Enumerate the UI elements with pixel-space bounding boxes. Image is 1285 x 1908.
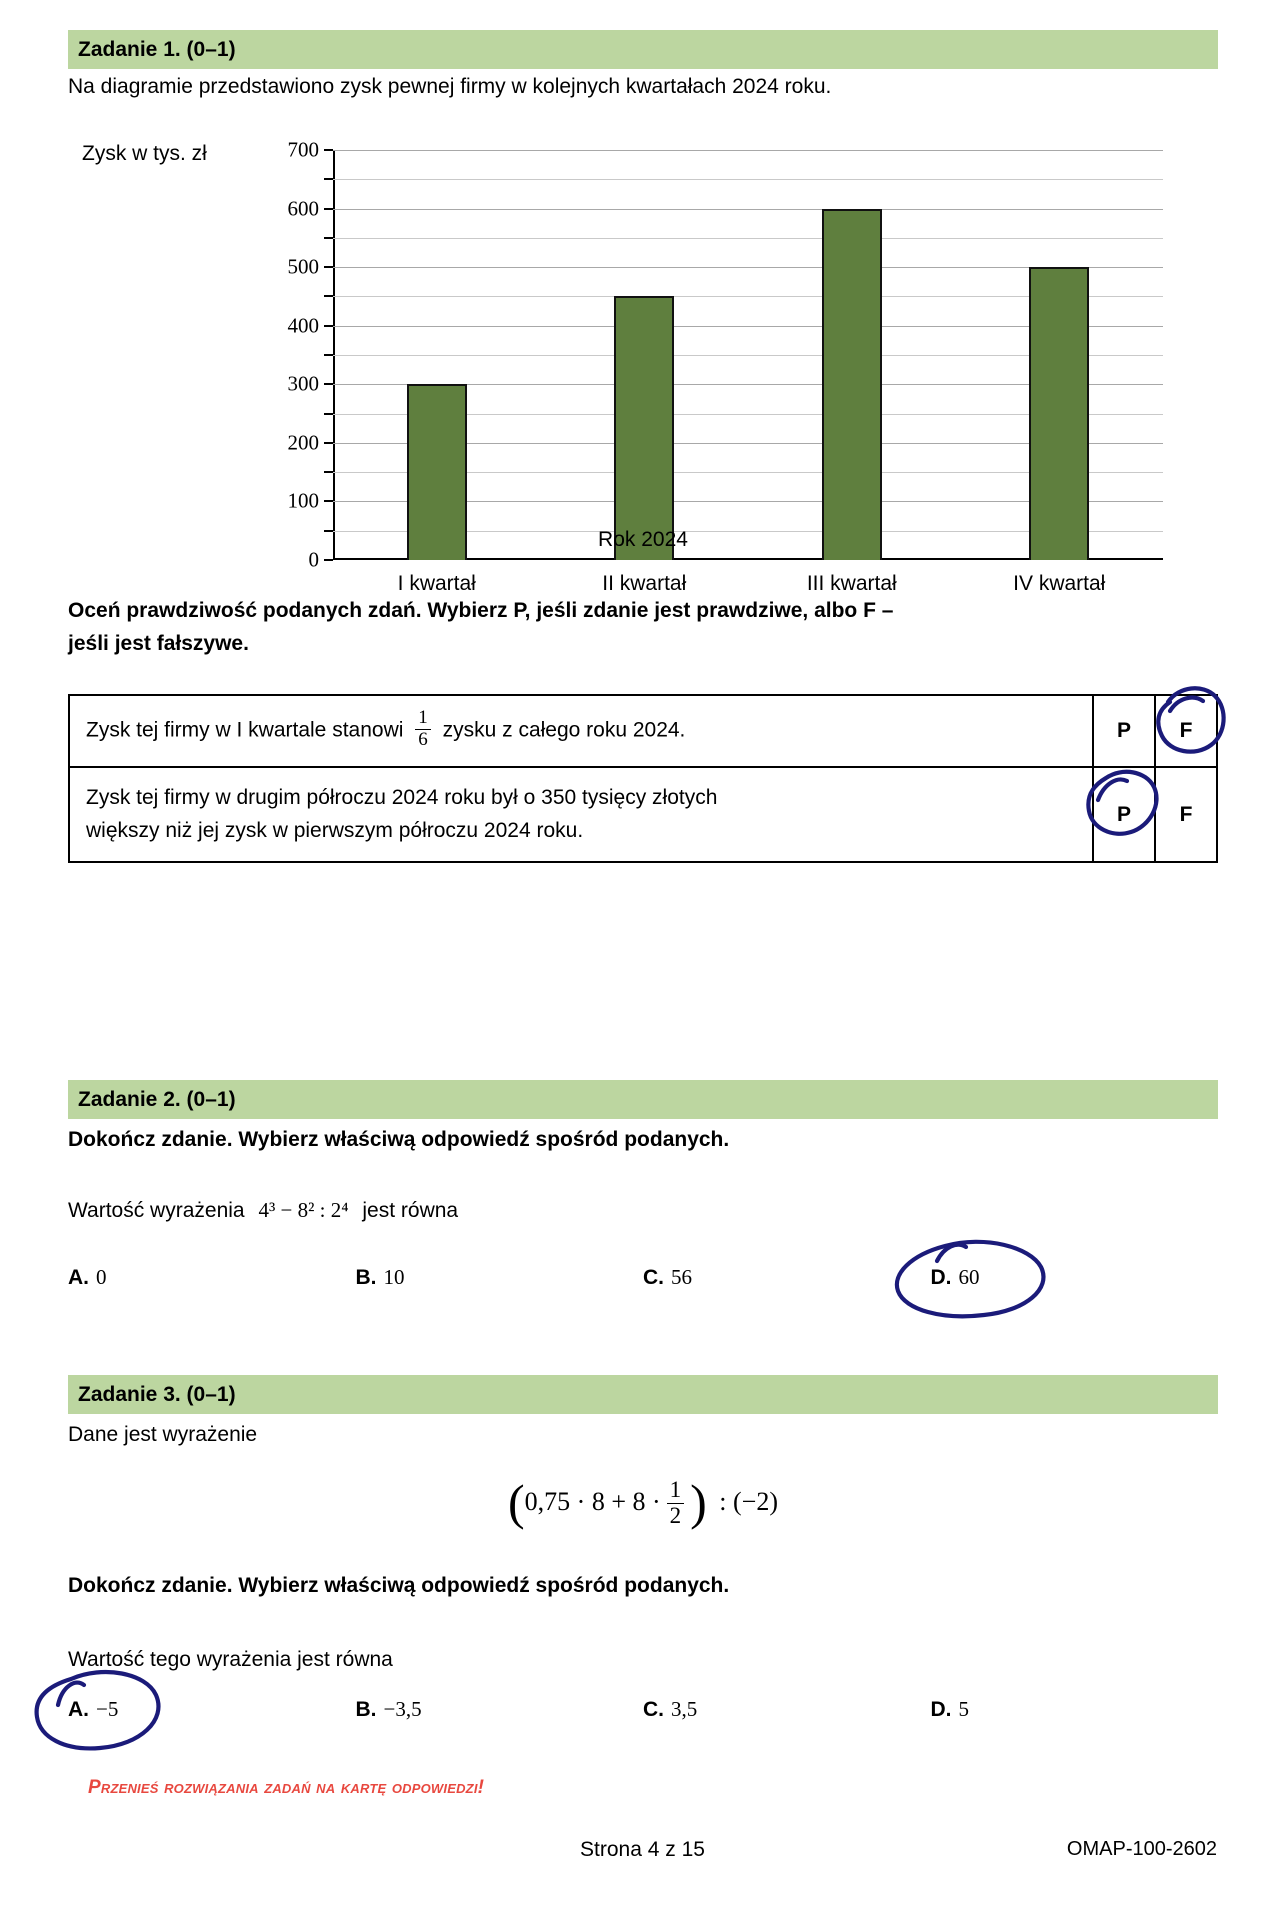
document-code: OMAP-100-2602 [1066,1838,1217,1860]
chart-y-tick [324,266,333,268]
open-paren: ( [508,1474,525,1530]
statement-1-option-p[interactable] [1093,695,1155,767]
answer-label: B. [355,1698,377,1721]
task2-question [68,1195,1218,1226]
answer-label: A. [68,1266,89,1289]
chart-y-tick [324,237,333,239]
chart-y-tick [324,559,333,561]
answer-label: D. [930,1266,952,1289]
chart-y-tick [324,325,333,327]
statement-2-option-p[interactable] [1093,767,1155,862]
chart-y-tick-label: 500 [287,254,319,279]
chart-y-tick-label: 200 [287,430,319,455]
task2-instruction: Dokończ zdanie. Wybierz właściwą odpowiedź spośród podanych. [68,1128,730,1151]
chart-y-tick [324,383,333,385]
page-number: Strona 4 z 15 [580,1838,705,1861]
answer-value: 56 [671,1265,692,1289]
task2-answer-a[interactable] [68,1265,356,1290]
task2-question-prefix: Wartość wyrażenia [68,1199,245,1222]
expression-part2: : (−2) [719,1486,778,1516]
task3-answers-wrap [68,1697,1218,1722]
chart-gridline [333,238,1163,239]
task2-answers [68,1265,1218,1290]
answer-label: D. [930,1698,952,1721]
task2-answer-c[interactable] [643,1265,931,1290]
chart-plot-area [287,137,1163,595]
task3-intro: Dane jest wyrażenie [68,1423,258,1446]
chart-y-tick [324,413,333,415]
option-p-label: P [1116,802,1131,826]
task3-answer-d[interactable] [931,1697,1219,1722]
answer-value: 5 [958,1697,969,1721]
table-row [69,695,1217,767]
table-row [69,767,1217,862]
task2-answer-d[interactable] [931,1265,1219,1290]
fraction-numerator: 1 [418,707,428,728]
chart-bar [822,209,882,560]
answer-value: 60 [958,1265,980,1289]
option-p-label: P [1116,719,1131,743]
task3-answer-a[interactable] [68,1697,356,1722]
task2-question-suffix: jest równa [362,1199,459,1222]
statement-1-cell [69,695,1093,767]
transfer-answers-notice: Przenieś rozwiązania zadań na kartę odpowiedzi! [88,1777,485,1798]
statement-1-text-before: Zysk tej firmy w I kwartale stanowi [86,718,404,742]
statement-2-option-f[interactable] [1155,767,1217,862]
task3-instruction: Dokończ zdanie. Wybierz właściwą odpowiedź spośród podanych. [68,1574,730,1597]
task3-answer-c[interactable] [643,1697,931,1722]
chart-category-label: IV kwartał [1013,572,1106,595]
chart-y-tick-label: 400 [287,313,319,338]
chart-gridline [333,209,1163,210]
task3-answers [68,1697,1218,1722]
statement-2-line2: większy niż jej zysk w pierwszym półroczu 2024 roku. [86,818,584,842]
answer-label: C. [643,1698,664,1721]
task1-instruction-line1: Oceń prawdziwość podanych zdań. Wybierz P, jeśli zdanie jest prawdziwe, albo F – [68,599,894,622]
task2-expression: 4³ − 8² : 2⁴ [258,1198,349,1222]
chart-category-label: III kwartał [806,572,897,595]
chart-y-axis-title: Zysk w tys. zł [82,142,207,165]
chart-bar [614,296,674,560]
chart-y-tick [324,354,333,356]
close-paren: ) [690,1474,707,1530]
statement-2-cell [69,767,1093,862]
fraction-denominator: 2 [667,1503,685,1529]
task2-answer-b[interactable] [356,1265,644,1290]
answer-label: C. [643,1266,664,1289]
chart-y-tick-label: 700 [287,137,319,162]
task1-intro: Na diagramie przedstawiono zysk pewnej firmy w kolejnych kwartałach 2024 roku. [68,75,832,98]
fraction-numerator: 1 [669,1476,682,1502]
answer-value: 10 [383,1265,405,1289]
profit-bar-chart [68,132,1218,595]
task1-pf-table-wrap [68,694,1218,863]
answer-value: −5 [96,1697,119,1721]
chart-bar [1029,267,1089,560]
fraction-one-sixth [415,708,431,750]
task3-expression [68,1475,1218,1533]
chart-y-tick-label: 100 [287,488,319,513]
statement-2-line1: Zysk tej firmy w drugim półroczu 2024 roku był o 350 tysięcy złotych [86,786,718,810]
chart-y-tick [324,149,333,151]
task1-pf-table [68,694,1218,863]
task2-header: Zadanie 2. (0–1) [68,1080,1218,1119]
answer-label: B. [355,1266,377,1289]
chart-y-tick [324,442,333,444]
chart-y-tick [324,500,333,502]
answer-value: −3,5 [383,1697,422,1721]
task1-instruction-line2: jeśli jest fałszywe. [68,632,249,655]
chart-y-tick-label: 600 [287,196,319,221]
answer-value: 3,5 [671,1697,698,1721]
fraction-one-half [667,1478,685,1529]
task3-header: Zadanie 3. (0–1) [68,1375,1218,1414]
chart-category-label: I kwartał [397,572,476,595]
chart-y-tick [324,471,333,473]
option-f-label: F [1179,802,1193,826]
task3-answer-b[interactable] [356,1697,644,1722]
chart-gridline [333,150,1163,151]
task3-question: Wartość tego wyrażenia jest równa [68,1648,393,1671]
chart-y-tick [324,178,333,180]
chart-y-tick [324,295,333,297]
answer-value: 0 [96,1265,107,1289]
chart-y-tick-label: 0 [308,547,319,572]
expression-part1: 0,75 · 8 + 8 · [524,1486,661,1516]
fraction-denominator: 6 [415,729,431,751]
chart-category-label: II kwartał [602,572,687,595]
chart-y-tick-label: 300 [287,371,319,396]
chart-y-tick [324,208,333,210]
answer-label: A. [68,1698,89,1721]
statement-1-option-f[interactable] [1155,695,1217,767]
task1-header: Zadanie 1. (0–1) [68,30,1218,69]
statement-1-text-after: zysku z całego roku 2024. [442,718,686,742]
task2-answers-wrap [68,1265,1218,1290]
chart-gridline [333,179,1163,180]
chart-x-axis-title: Rok 2024 [598,528,688,551]
option-f-label: F [1179,719,1193,743]
